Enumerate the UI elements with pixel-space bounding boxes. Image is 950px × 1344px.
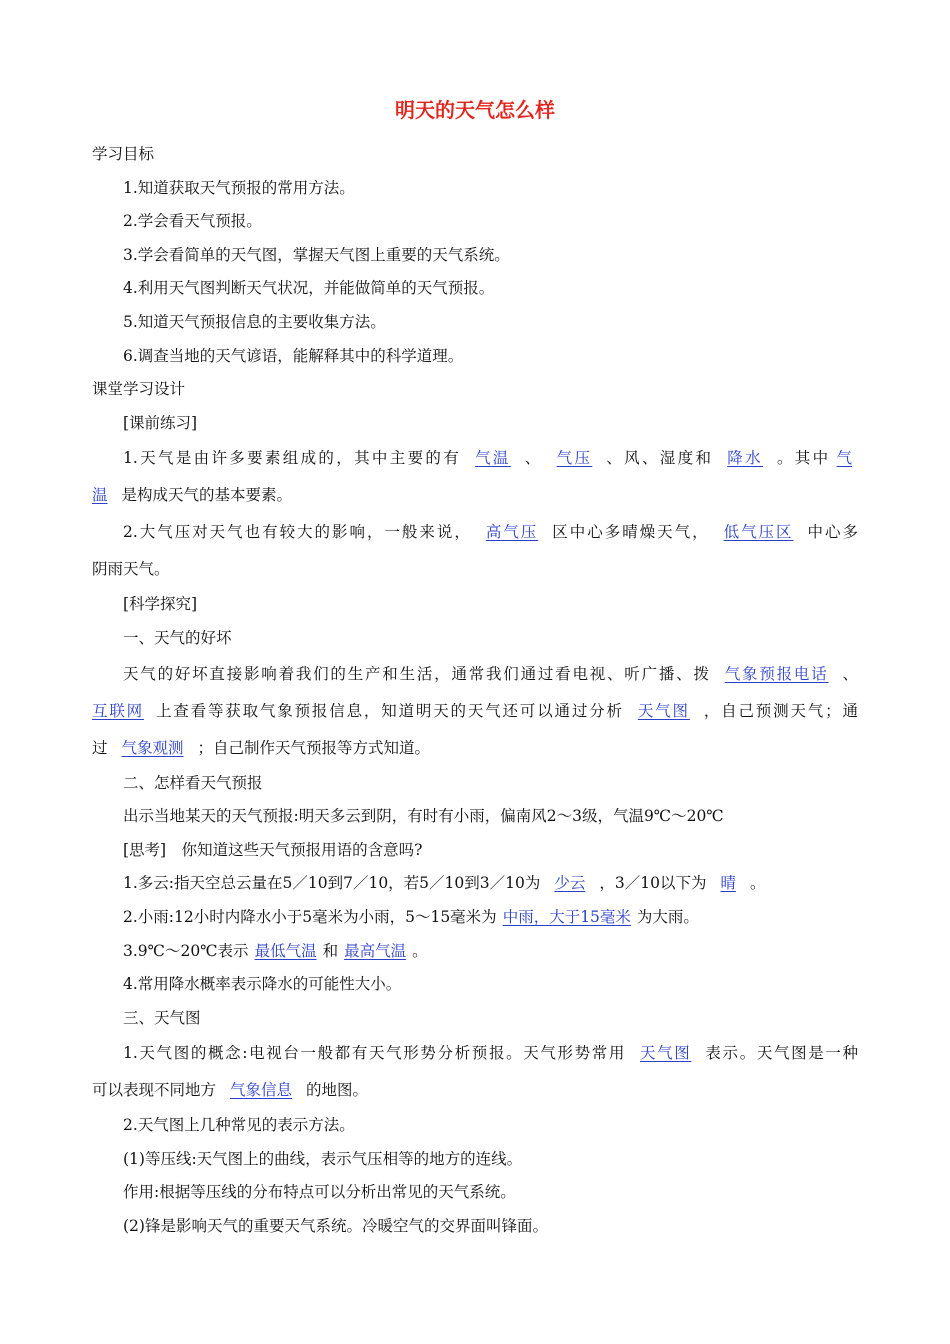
answer-blank: 气温 bbox=[475, 449, 511, 468]
objective-item: 4.利用天气图判断天气状况，并能做简单的天气预报。 bbox=[123, 279, 495, 298]
answer-blank: 气象预报电话 bbox=[724, 664, 829, 683]
section-1-heading: 一、天气的好坏 bbox=[123, 628, 232, 647]
answer-blank: 高气压 bbox=[485, 523, 539, 542]
isobar-definition: (1)等压线:天气图上的曲线，表示气压相等的地方的连线。 bbox=[123, 1149, 523, 1168]
section-1-line-2: 互联网 上查看等获取气象预报信息，知道明天的天气还可以通过分析 天气图 ，自己预测天气；通 bbox=[92, 701, 858, 720]
answer-blank: 温 bbox=[92, 486, 108, 505]
answer-blank: 少云 bbox=[554, 874, 586, 893]
question-2-line-1: 2.大气压对天气也有较大的影响，一般来说， 高气压 区中心多晴燥天气， 低气压区 中心多 bbox=[123, 523, 858, 542]
term-item-1: 1.多云:指天空总云量在5／10到7／10，若5／10到3／10为 少云 ，3／10以下为 晴 。 bbox=[123, 874, 766, 893]
objectives-heading: 学习目标 bbox=[92, 145, 155, 163]
weather-map-concept-line-2: 可以表现不同地方 气象信息 的地图。 bbox=[92, 1081, 369, 1100]
preclass-label: [课前练习] bbox=[123, 413, 198, 432]
answer-blank: 天气图 bbox=[637, 701, 690, 720]
answer-blank: 天气图 bbox=[640, 1044, 692, 1063]
term-item-3: 3.9℃～20℃表示 最低气温 和 最高气温 。 bbox=[123, 941, 428, 960]
weather-map-concept-line-1: 1.天气图的概念:电视台一般都有天气形势分析预报。天气形势常用 天气图 表示。天气图是一种 bbox=[123, 1044, 858, 1063]
answer-blank: 最低气温 bbox=[254, 941, 317, 960]
answer-blank: 最高气温 bbox=[344, 941, 407, 960]
answer-blank: 气象信息 bbox=[230, 1081, 293, 1100]
section-1-line-1: 天气的好坏直接影响着我们的生产和生活，通常我们通过看电视、听广播、拨 气象预报电话 、 bbox=[123, 664, 858, 683]
think-prompt: [思考] 你知道这些天气预报用语的含意吗? bbox=[123, 840, 423, 859]
representation-methods: 2.天气图上几种常见的表示方法。 bbox=[123, 1116, 355, 1135]
front-definition: (2)锋是影响天气的重要天气系统。冷暖空气的交界面叫锋面。 bbox=[123, 1217, 548, 1236]
answer-blank: 降水 bbox=[727, 449, 763, 468]
objective-item: 5.知道天气预报信息的主要收集方法。 bbox=[123, 312, 386, 331]
design-heading: 课堂学习设计 bbox=[92, 380, 186, 399]
inquiry-label: [科学探究] bbox=[123, 595, 198, 614]
isobar-use: 作用:根据等压线的分布特点可以分析出常见的天气系统。 bbox=[123, 1183, 516, 1202]
section-3-heading: 三、天气图 bbox=[123, 1008, 201, 1027]
sample-forecast: 出示当地某天的天气预报:明天多云到阴，有时有小雨，偏南风2～3级，气温9℃～20℃ bbox=[123, 807, 724, 826]
term-item-2: 2.小雨:12小时内降水小于5毫米为小雨，5～15毫米为 中雨，大于15毫米 为大雨。 bbox=[123, 907, 699, 926]
question-2-line-2: 阴雨天气。 bbox=[92, 560, 170, 579]
page-title: 明天的天气怎么样 bbox=[395, 98, 555, 122]
answer-blank: 晴 bbox=[720, 874, 736, 893]
question-1-line-1: 1.天气是由许多要素组成的，其中主要的有 气温 、 气压 、风、湿度和 降水 。其中 气 bbox=[92, 440, 858, 477]
question-1-line-2: 温 是构成天气的基本要素。 bbox=[92, 486, 293, 505]
objective-item: 6.调查当地的天气谚语，能解释其中的科学道理。 bbox=[123, 346, 464, 365]
answer-blank: 气象观测 bbox=[121, 738, 184, 757]
objective-item: 3.学会看简单的天气图，掌握天气图上重要的天气系统。 bbox=[123, 245, 510, 264]
section-1-line-3: 过 气象观测 ；自己制作天气预报等方式知道。 bbox=[92, 738, 431, 757]
section-2-heading: 二、怎样看天气预报 bbox=[123, 773, 263, 792]
answer-blank: 气压 bbox=[556, 449, 593, 468]
answer-blank: 低气压区 bbox=[723, 523, 794, 542]
answer-blank: 互联网 bbox=[92, 701, 144, 720]
term-item-4: 4.常用降水概率表示降水的可能性大小。 bbox=[123, 975, 402, 994]
objective-item: 1.知道获取天气预报的常用方法。 bbox=[123, 178, 355, 197]
answer-blank: 中雨，大于15毫米 bbox=[502, 907, 631, 926]
objective-item: 2.学会看天气预报。 bbox=[123, 212, 262, 231]
answer-blank: 气 bbox=[836, 449, 852, 468]
